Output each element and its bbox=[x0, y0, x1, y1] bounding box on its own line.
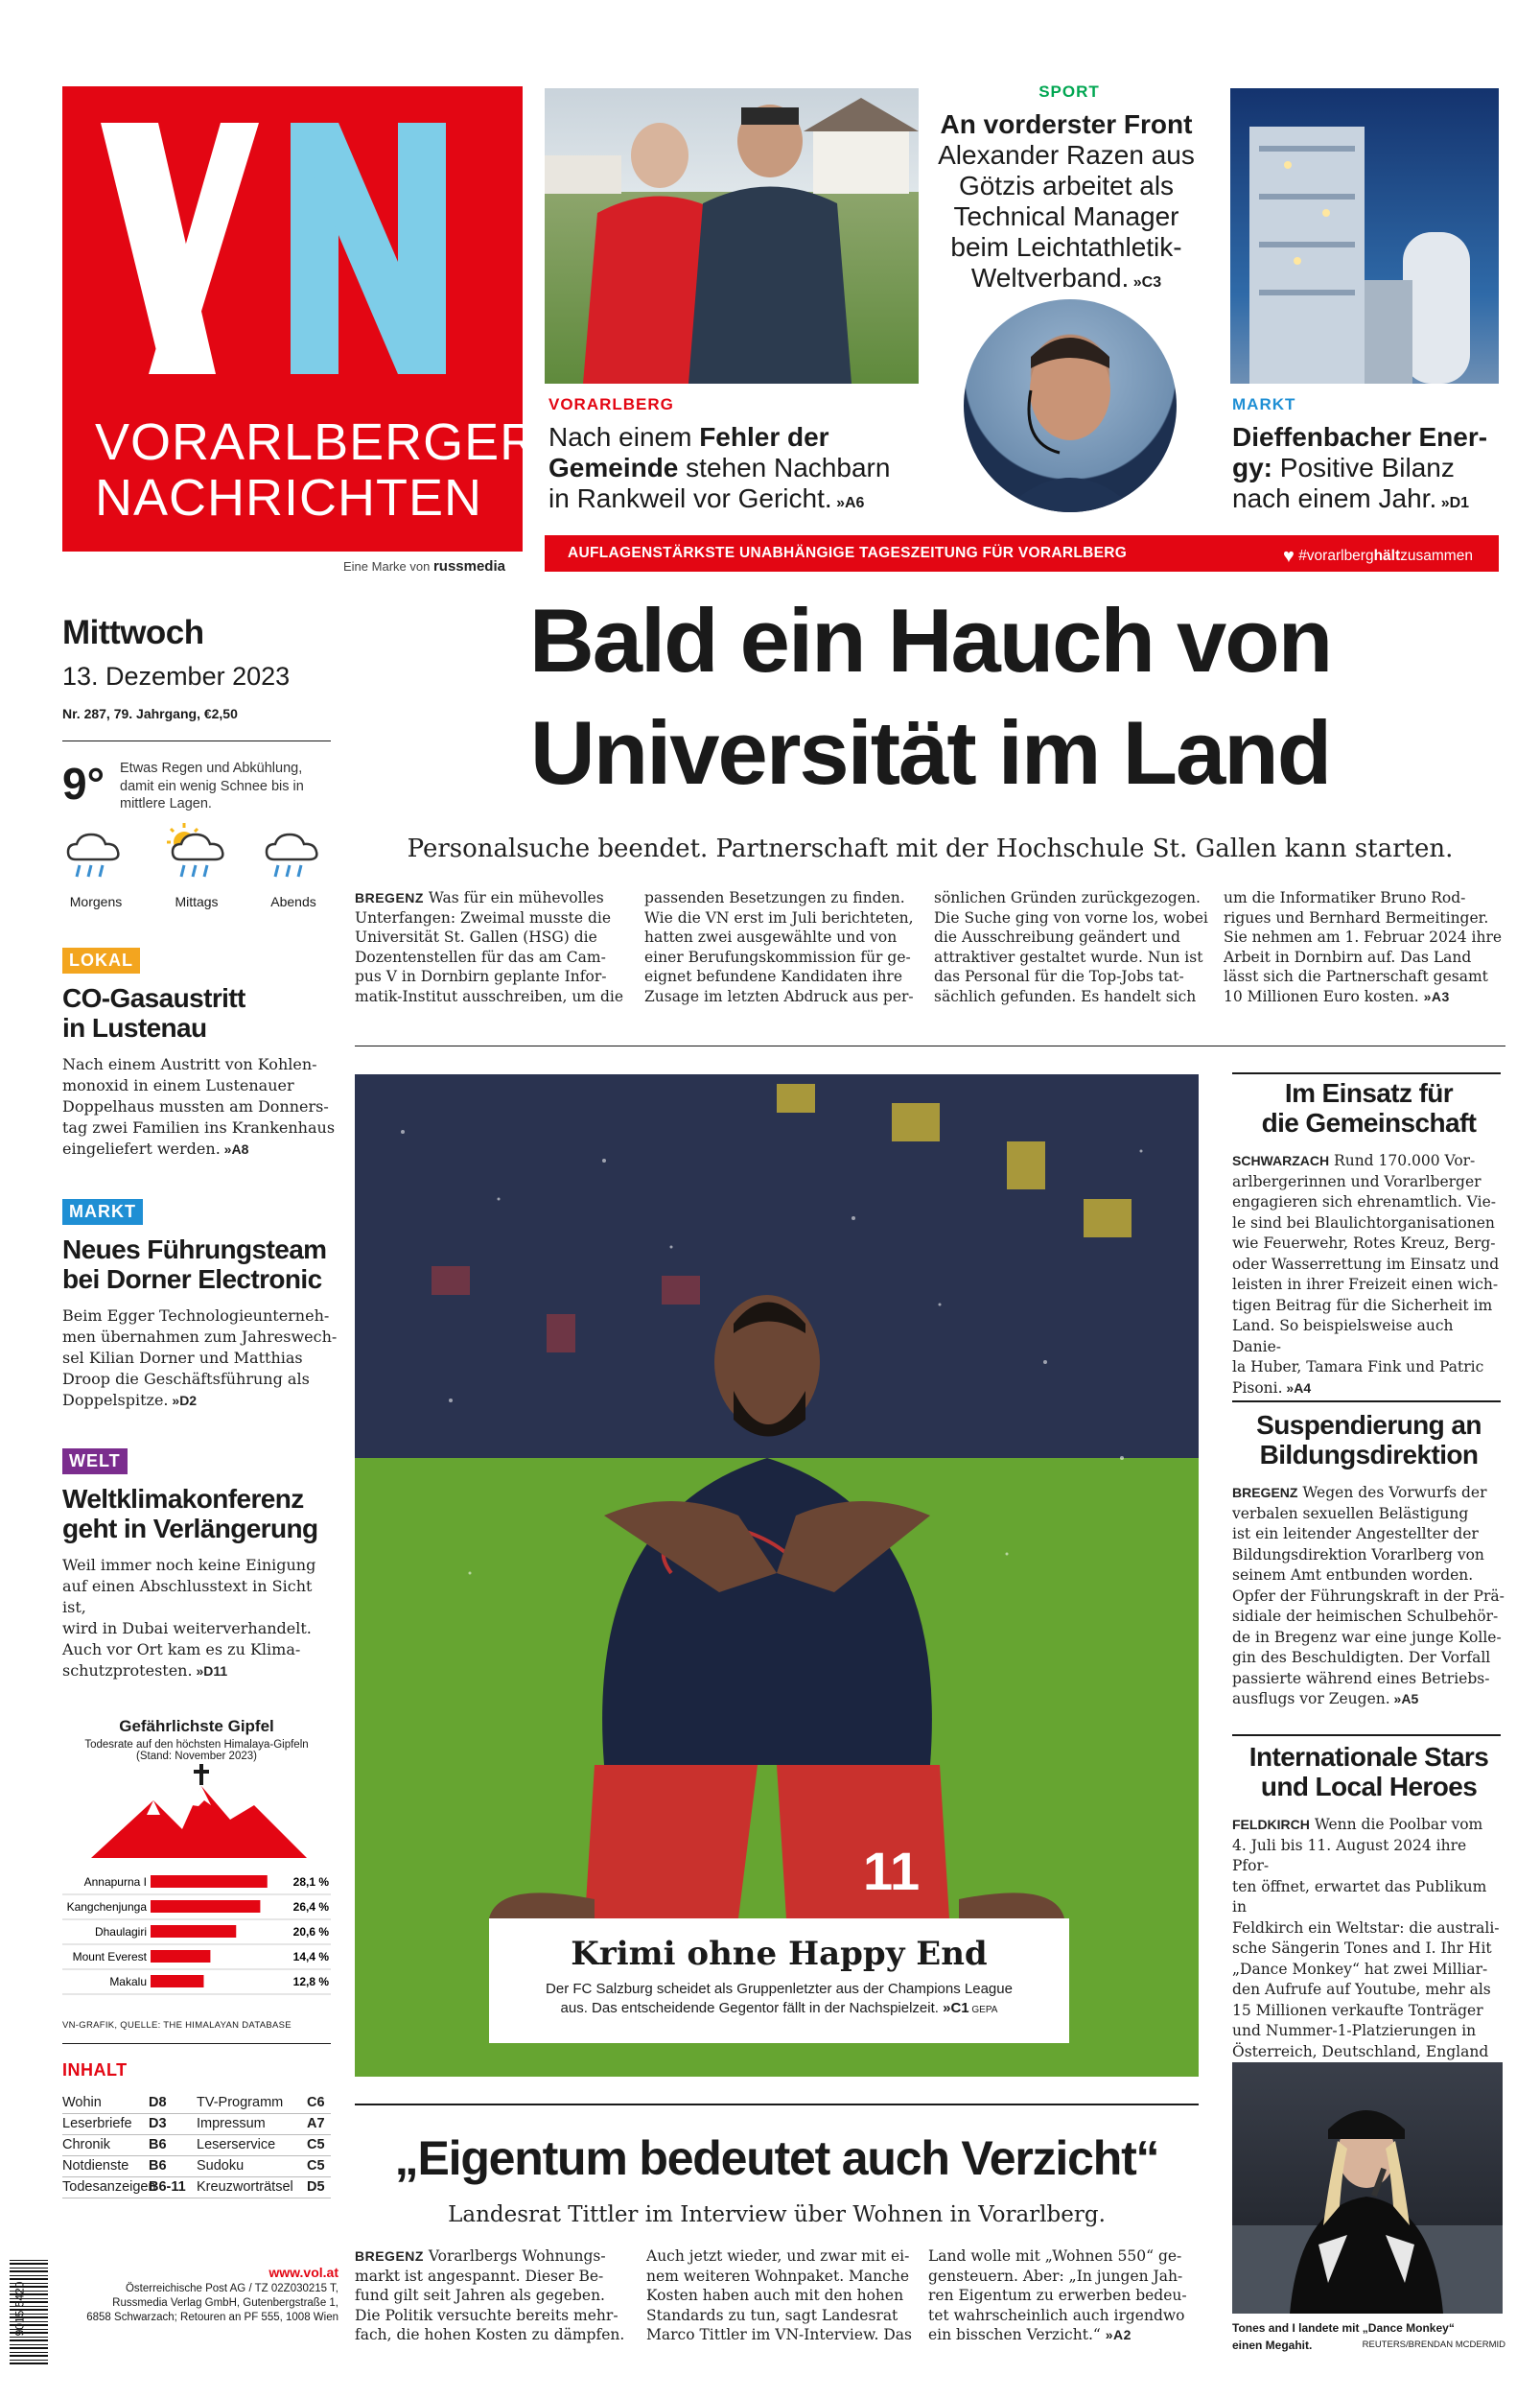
chart-source: VN-GRAFIK, QUELLE: THE HIMALAYAN DATABASE bbox=[62, 2020, 292, 2031]
singer-caption-line-2 bbox=[1232, 2337, 1505, 2354]
right2-line: verbalen sexuellen Belästigung bbox=[1232, 1504, 1469, 1522]
inhalt-section[interactable]: Todesanzeigen bbox=[62, 2179, 156, 2195]
masthead-line2: NACHRICHTEN bbox=[95, 469, 483, 527]
inhalt-row bbox=[62, 2177, 331, 2198]
inhalt-page[interactable]: C5 bbox=[307, 2158, 325, 2174]
weather-label-noon: Mittags bbox=[175, 894, 219, 909]
right3-line: 15 Millionen verkaufte Tonträger bbox=[1232, 2001, 1483, 2019]
markt-line: Doppelspitze. bbox=[62, 1391, 169, 1409]
chart-value-label: 26,4 % bbox=[292, 1900, 329, 1914]
lokal-line: Nach einem Austritt von Kohlen- bbox=[62, 1055, 317, 1073]
inhalt-page[interactable]: A7 bbox=[307, 2116, 325, 2131]
right1-headline-2: die Gemeinschaft bbox=[1261, 1108, 1477, 1138]
weather-temp: 9° bbox=[62, 759, 105, 809]
chart-bar bbox=[151, 1950, 210, 1963]
weather-icon-evening bbox=[261, 827, 328, 884]
plant-illustration bbox=[1230, 88, 1499, 384]
markt-line: sel Kilian Dorner und Matthias bbox=[62, 1349, 303, 1367]
welt-line: auf einen Abschlusstext in Sicht ist, bbox=[62, 1577, 313, 1616]
right1-line: wie Feuerwehr, Rotes Kreuz, Berg- bbox=[1232, 1234, 1496, 1252]
right1-line: tigen Beitrag für die Sicherheit im bbox=[1232, 1296, 1493, 1314]
rain-cloud-icon bbox=[62, 827, 129, 884]
teaser1-plain-b: stehen Nachbarn bbox=[678, 453, 891, 482]
right3-place: FELDKIRCH bbox=[1232, 1817, 1310, 1832]
right2-line: seinem Amt entbunden worden. bbox=[1232, 1566, 1474, 1584]
chart-category-label: Mount Everest bbox=[72, 1950, 147, 1963]
bottom-line: Land wolle mit „Wohnen 550“ ge- bbox=[928, 2247, 1182, 2265]
football-photo[interactable] bbox=[355, 1074, 1199, 2077]
lead-line: attraktiver gestaltet wurde. Nun ist bbox=[934, 948, 1203, 966]
bottom-line: ren Eigentum zu erwerben bedeu- bbox=[928, 2287, 1187, 2304]
welt-line: Auch vor Ort kam es zu Klima- bbox=[62, 1640, 301, 1658]
welt-headline-1: Weltklimakonferenz bbox=[62, 1484, 304, 1514]
dateline-place: BREGENZ bbox=[355, 890, 424, 905]
lead-col-3 bbox=[934, 888, 1212, 1006]
teaser3-plain-a: Positive Bilanz bbox=[1272, 453, 1455, 482]
inhalt-row bbox=[62, 2114, 331, 2135]
divider bbox=[1232, 1072, 1501, 1074]
right3-line: „Dance Monkey“ hat zwei Milliar- bbox=[1232, 1960, 1488, 1978]
right1-line: le sind bei Blaulichtorganisationen bbox=[1232, 1213, 1495, 1232]
bottom-line: ein bisschen Verzicht.“ bbox=[928, 2326, 1101, 2343]
lead-line: Wie die VN erst im Juli berichteten, bbox=[644, 908, 914, 927]
divider bbox=[1232, 1734, 1501, 1736]
lead-line: sächlich gefunden. Es handelt sich bbox=[934, 987, 1197, 1005]
teaser1-kicker: VORARLBERG bbox=[548, 395, 674, 413]
heart-icon: ♥ bbox=[1283, 546, 1295, 567]
lead-line: Was für ein mühevolles bbox=[428, 889, 604, 906]
right2-place: BREGENZ bbox=[1232, 1485, 1298, 1500]
chart-bar bbox=[151, 1975, 203, 1987]
right3-line: sche Sängerin Tones and I. Ihr Hit bbox=[1232, 1940, 1492, 1957]
chart-value-label: 14,4 % bbox=[292, 1950, 329, 1963]
teaser2-l2: Götzis arbeitet als bbox=[958, 171, 1175, 200]
singer-caption-line-1: Tones and I landete mit „Dance Monkey“ bbox=[1232, 2321, 1455, 2335]
right3-headline-1: Internationale Stars bbox=[1248, 1742, 1489, 1772]
lead-headline-1[interactable]: Bald ein Hauch von bbox=[528, 590, 1332, 691]
right1-place: SCHWARZACH bbox=[1232, 1153, 1330, 1168]
lead-ref: »A3 bbox=[1423, 988, 1450, 1004]
sun-rain-cloud-icon bbox=[161, 821, 234, 884]
inhalt-page[interactable]: D8 bbox=[149, 2095, 167, 2110]
lead-line: rigues und Bernhard Bermeitinger. bbox=[1224, 908, 1489, 927]
brand-note-prefix: Eine Marke von bbox=[343, 559, 433, 574]
bottom-ref: »A2 bbox=[1105, 2327, 1132, 2342]
masthead-logo[interactable] bbox=[62, 86, 539, 552]
inhalt-section[interactable]: TV-Programm bbox=[197, 2095, 284, 2110]
teaser-photo-neighbors[interactable] bbox=[545, 88, 919, 384]
inhalt-section[interactable]: Sudoku bbox=[197, 2158, 245, 2174]
welt-badge: WELT bbox=[62, 1448, 128, 1474]
inhalt-page[interactable]: D3 bbox=[149, 2116, 167, 2131]
singer-photo[interactable] bbox=[1232, 2062, 1503, 2314]
right2-line: gin des Beschuldigten. Der Vorfall bbox=[1232, 1649, 1491, 1666]
inhalt-page[interactable]: C5 bbox=[307, 2137, 325, 2152]
right3-line: Österreich, Deutschland, England bbox=[1232, 2042, 1489, 2060]
lokal-headline-2: in Lustenau bbox=[62, 1013, 207, 1043]
teaser1-text[interactable] bbox=[548, 422, 890, 519]
teaser3-ref: »D1 bbox=[1436, 495, 1470, 511]
right3-line: und Nummer-1-Platzierungen in bbox=[1232, 2022, 1477, 2039]
welt-ref: »D11 bbox=[192, 1663, 228, 1679]
chart-category-label: Annapurna I bbox=[83, 1875, 147, 1889]
right1-line: leisten in ihrer Freizeit einen wich- bbox=[1232, 1276, 1499, 1293]
tagline-bar bbox=[545, 535, 1499, 572]
lokal-headline-1: CO-Gasaustritt bbox=[62, 983, 245, 1013]
right2-line: ausflugs vor Zeugen. bbox=[1232, 1690, 1390, 1707]
lead-line: Universität St. Gallen (HSG) die bbox=[355, 929, 597, 946]
right3-line: Feldkirch ein Weltstar: die australi- bbox=[1232, 1918, 1500, 1937]
lead-line: sönlichen Gründen zurückgezogen. bbox=[934, 889, 1201, 906]
weekday: Mittwoch bbox=[62, 614, 204, 651]
bottom-subheadline: Landesrat Tittler im Interview über Wohnen in Vorarlberg. bbox=[448, 2202, 1106, 2227]
teaser3-bold-a: Dieffenbacher Ener- bbox=[1232, 422, 1488, 452]
teaser1-plain-c: in Rankweil vor Gericht. bbox=[548, 483, 832, 513]
chart-category-label: Dhaulagiri bbox=[94, 1925, 147, 1939]
teaser2-l1: Alexander Razen aus bbox=[938, 140, 1195, 170]
inhalt-row bbox=[62, 2156, 331, 2177]
right2-line: passierte während eines Betriebs- bbox=[1232, 1669, 1490, 1687]
teaser3-bold-b: gy: bbox=[1232, 453, 1272, 482]
dateline-place: BREGENZ bbox=[355, 2248, 424, 2264]
inhalt-section[interactable]: Wohin bbox=[62, 2095, 102, 2110]
chart-bars bbox=[62, 1868, 331, 2002]
right2-line: Wegen des Vorwurfs der bbox=[1297, 1484, 1487, 1501]
welt-headline-2: geht in Verlängerung bbox=[62, 1514, 318, 1543]
right2-body bbox=[1232, 1483, 1505, 1710]
lead-line: hatten zwei ausgewählte und von bbox=[644, 929, 898, 946]
right3-body bbox=[1232, 1815, 1505, 2083]
inhalt-page[interactable]: C6 bbox=[307, 2095, 325, 2110]
right3-line: 4. Juli bis 11. August 2024 ihre Pfor- bbox=[1232, 1836, 1467, 1874]
welt-line: wird in Dubai weiterverhandelt. bbox=[62, 1619, 312, 1637]
welt-block[interactable] bbox=[62, 1448, 340, 1681]
right1-line: Land. So beispielsweise auch Danie- bbox=[1232, 1317, 1454, 1355]
divider bbox=[1232, 1400, 1501, 1402]
markt-block[interactable] bbox=[62, 1199, 340, 1411]
lokal-badge: LOKAL bbox=[62, 948, 140, 974]
chart-value-label: 28,1 % bbox=[292, 1875, 329, 1889]
teaser1-plain-a: Nach einem bbox=[548, 422, 700, 452]
inhalt-section[interactable]: Leserbriefe bbox=[62, 2116, 132, 2131]
lead-line: Sie nehmen am 1. Februar 2024 ihre bbox=[1224, 929, 1503, 946]
lead-line: passenden Besetzungen zu finden. bbox=[644, 889, 905, 906]
teaser1-bold-b: Gemeinde bbox=[548, 453, 679, 482]
inhalt-section[interactable]: Notdienste bbox=[62, 2158, 129, 2174]
weather-icon-noon bbox=[161, 821, 234, 884]
weather-label-morning: Morgens bbox=[69, 894, 123, 909]
right3-line: ten öffnet, erwartet das Publikum in bbox=[1232, 1877, 1487, 1916]
teaser2-text[interactable] bbox=[922, 109, 1210, 298]
right-story-3[interactable] bbox=[1232, 1742, 1505, 2083]
lokal-block[interactable] bbox=[62, 948, 340, 1160]
bottom-headline[interactable]: „Eigentum bedeutet auch Verzicht“ bbox=[394, 2131, 1159, 2185]
date: 13. Dezember 2023 bbox=[62, 662, 291, 691]
right-story-1[interactable] bbox=[1232, 1078, 1505, 1399]
teaser1-bold-a: Fehler der bbox=[699, 422, 829, 452]
weather-text: Etwas Regen und Abkühlung, damit ein wenig Schnee bis in mittlere Lagen. bbox=[120, 761, 304, 811]
chart-subtitle: Todesrate auf den höchsten Himalaya-Gipfeln bbox=[84, 1739, 309, 1751]
inhalt-page[interactable]: B6-11 bbox=[149, 2179, 186, 2195]
teaser3-plain-b: nach einem Jahr. bbox=[1232, 483, 1437, 513]
teaser3-kicker: MARKT bbox=[1232, 395, 1296, 413]
markt-body bbox=[62, 1305, 340, 1411]
lead-line: Arbeit in Dornbirn auf. Das Land bbox=[1224, 948, 1472, 966]
lead-headline-2[interactable]: Universität im Land bbox=[529, 702, 1331, 803]
inhalt-title: INHALT bbox=[62, 2060, 128, 2080]
photo-caption-line-2 bbox=[499, 1999, 1060, 2020]
hashtag-a: #vorarlberg bbox=[1298, 548, 1374, 564]
lead-col-2 bbox=[644, 888, 922, 1006]
tagline-text: AUFLAGENSTÄRKSTE UNABHÄNGIGE TAGESZEITUNG FÜR VORARLBERG bbox=[568, 545, 1128, 561]
right2-headline-2: Bildungsdirektion bbox=[1259, 1440, 1479, 1469]
markt-headline-1: Neues Führungsteam bbox=[62, 1234, 327, 1264]
lead-line: Unterfangen: Zweimal musste die bbox=[355, 908, 612, 927]
chart-subtitle2: (Stand: November 2023) bbox=[136, 1751, 257, 1762]
imprint-url[interactable]: www.vol.at bbox=[268, 2265, 338, 2280]
chart-category-label: Kangchenjunga bbox=[66, 1900, 147, 1914]
bottom-line: nem weiteren Wohnpaket. Manche bbox=[646, 2267, 909, 2285]
lokal-line: tag zwei Familien ins Krankenhaus bbox=[62, 1118, 336, 1137]
bottom-line: tet wahrscheinlich auch irgendwo bbox=[928, 2306, 1185, 2324]
imprint-line: 6858 Schwarzach; Retouren an PF 555, 1008 Wien bbox=[86, 2312, 338, 2323]
jersey-number: 11 bbox=[863, 1841, 921, 1901]
lokal-ref: »A8 bbox=[220, 1141, 249, 1157]
right1-line: arlbergerinnen und Vorarlberger bbox=[1232, 1172, 1482, 1190]
markt-line: men übernahmen zum Jahreswech- bbox=[62, 1328, 338, 1346]
right3-headline-2: und Local Heroes bbox=[1260, 1772, 1478, 1801]
singer-caption bbox=[1232, 2319, 1505, 2354]
hashtag-b: hält bbox=[1373, 548, 1401, 564]
imprint bbox=[65, 2266, 338, 2325]
teaser2-kicker: SPORT bbox=[1038, 82, 1100, 101]
bottom-line: Standards zu tun, sagt Landesrat bbox=[646, 2306, 898, 2324]
issue-info: Nr. 287, 79. Jahrgang, €2,50 bbox=[62, 706, 238, 721]
teaser-photo-plant[interactable] bbox=[1230, 88, 1499, 384]
chart-block bbox=[62, 1717, 331, 2062]
markt-badge: MARKT bbox=[62, 1199, 143, 1225]
lead-line: das Personal für die Top-Jobs tat- bbox=[934, 968, 1184, 985]
lead-line: 10 Millionen Euro kosten. bbox=[1224, 987, 1419, 1005]
welt-line: schutzprotesten. bbox=[62, 1661, 193, 1680]
hashtag-c: zusammen bbox=[1400, 548, 1473, 564]
right2-line: ist ein leitender Angestellter der bbox=[1232, 1525, 1479, 1542]
chart-value-label: 20,6 % bbox=[292, 1925, 329, 1939]
lead-line: Dozentenstellen für das am Cam- bbox=[355, 948, 606, 966]
right1-line: Rund 170.000 Vor- bbox=[1329, 1152, 1476, 1169]
right3-line: den Aufrufe auf Youtube, mehr als bbox=[1232, 1981, 1491, 1998]
photo-caption-text: aus. Das entscheidende Gegentor fällt in der Nachspielzeit. bbox=[560, 2000, 939, 2016]
lead-subheadline: Personalsuche beendet. Partnerschaft mit der Hochschule St. Gallen kann starten. bbox=[407, 835, 1454, 863]
photo-caption-ref: »C1 bbox=[938, 2000, 969, 2016]
inhalt-page[interactable]: B6 bbox=[149, 2137, 167, 2152]
teaser3-text[interactable] bbox=[1232, 422, 1487, 519]
lead-col-1 bbox=[355, 888, 633, 1006]
welt-line: Weil immer noch keine Einigung bbox=[62, 1556, 316, 1574]
inhalt-row bbox=[62, 2093, 331, 2114]
lead-line: lässt sich die Partnerschaft gesamt bbox=[1224, 968, 1488, 985]
hashtag[interactable] bbox=[1283, 544, 1473, 566]
imprint-line: Russmedia Verlag GmbH, Gutenbergstraße 1, bbox=[112, 2297, 338, 2309]
referee-illustration bbox=[964, 299, 1177, 512]
lokal-body bbox=[62, 1054, 340, 1160]
rain-cloud-icon bbox=[261, 827, 328, 884]
right-story-2[interactable] bbox=[1232, 1410, 1505, 1710]
right2-ref: »A5 bbox=[1389, 1691, 1419, 1706]
divider bbox=[62, 2043, 331, 2044]
bottom-line: Die Politik versuchte bereits mehr- bbox=[355, 2306, 618, 2324]
teaser2-l5: Weltverband. bbox=[970, 263, 1130, 293]
bottom-line: fund gilt seit Jahren als gegeben. bbox=[355, 2287, 605, 2304]
welt-body bbox=[62, 1555, 340, 1681]
inhalt-row bbox=[62, 2135, 331, 2156]
mountain-icon bbox=[62, 1762, 331, 1868]
inhalt-table bbox=[62, 2093, 331, 2198]
inhalt-section[interactable]: Chronik bbox=[62, 2137, 110, 2152]
divider bbox=[355, 2104, 1199, 2105]
right2-line: Opfer der Führungskraft in der Prä- bbox=[1232, 1587, 1505, 1605]
inhalt-page[interactable]: D5 bbox=[307, 2179, 325, 2195]
lead-line: eignet befundene Kandidaten ihre bbox=[644, 968, 903, 985]
imprint-line: Österreichische Post AG / TZ 02Z030215 T, bbox=[125, 2283, 338, 2294]
bottom-line: Vorarlbergs Wohnungs- bbox=[428, 2247, 606, 2265]
lead-line: die Ausschreibung geändert und bbox=[934, 929, 1180, 946]
bottom-line: fach, die hohen Kosten zu dämpfen. bbox=[355, 2326, 625, 2343]
lead-line: einer Berufungskommission für ge- bbox=[644, 948, 911, 966]
inhalt-section[interactable]: Kreuzworträtsel bbox=[197, 2179, 293, 2195]
teaser2-l4: beim Leichtathletik- bbox=[950, 232, 1182, 262]
singer-illustration bbox=[1232, 2062, 1503, 2314]
markt-ref: »D2 bbox=[168, 1393, 198, 1408]
right1-line: Pisoni. bbox=[1232, 1378, 1283, 1397]
right1-headline-1: Im Einsatz für bbox=[1284, 1078, 1454, 1108]
weather-label-evening: Abends bbox=[270, 894, 316, 909]
photo-caption-title: Krimi ohne Happy End bbox=[571, 1935, 988, 1973]
right1-body bbox=[1232, 1151, 1505, 1399]
right1-line: oder Wasserrettung im Einsatz und bbox=[1232, 1255, 1500, 1273]
right1-ref: »A4 bbox=[1282, 1379, 1312, 1396]
right2-line: sidiale der heimischen Schulbehör- bbox=[1232, 1608, 1499, 1625]
lokal-line: monoxid in einem Lustenauer bbox=[62, 1076, 294, 1094]
lead-line: Die Suche ging von vorne los, wobei bbox=[934, 908, 1208, 927]
vn-logo-mark bbox=[62, 86, 523, 412]
right2-headline-1: Suspendierung an bbox=[1256, 1410, 1482, 1440]
lokal-line: eingeliefert werden. bbox=[62, 1140, 221, 1158]
right1-line: engagieren sich ehrenamtlich. Vie- bbox=[1232, 1193, 1496, 1211]
teaser2-ref: »C3 bbox=[1129, 274, 1162, 291]
markt-line: Droop die Geschäftsführung als bbox=[62, 1370, 310, 1388]
weather-icon-morning bbox=[62, 827, 129, 884]
lead-line: Zusage im letzten Abdruck aus per- bbox=[644, 987, 914, 1005]
right1-line: la Huber, Tamara Fink und Patric bbox=[1232, 1358, 1484, 1375]
bottom-line: Kosten haben auch mit den hohen bbox=[646, 2287, 904, 2304]
bottom-col-2 bbox=[646, 2246, 915, 2345]
teaser-photo-referee[interactable] bbox=[964, 299, 1177, 512]
inhalt-section[interactable]: Leserservice bbox=[197, 2137, 276, 2152]
singer-caption-text: einen Megahit. bbox=[1232, 2339, 1313, 2352]
photo-caption-line-1: Der FC Salzburg scheidet als Gruppenletzter aus der Champions League bbox=[546, 1981, 1013, 1997]
inhalt-page[interactable]: B6 bbox=[149, 2158, 167, 2174]
bottom-col-3 bbox=[928, 2246, 1202, 2345]
markt-headline-2: bei Dorner Electronic bbox=[62, 1264, 322, 1294]
teaser2-l3: Technical Manager bbox=[953, 201, 1179, 231]
barcode-number: 9015 5420 bbox=[12, 2281, 27, 2337]
bottom-line: gensteuern. Aber: „In jungen Jah- bbox=[928, 2267, 1183, 2285]
lead-line: um die Informatiker Bruno Rod- bbox=[1224, 889, 1466, 906]
lokal-line: Doppelhaus mussten am Donners- bbox=[62, 1097, 329, 1116]
chart-bar bbox=[151, 1900, 260, 1913]
bottom-line: Auch jetzt wieder, und zwar mit ei- bbox=[646, 2247, 910, 2265]
lead-line: matik-Institut ausschreiben, um die bbox=[355, 987, 624, 1005]
brand-note-name: russmedia bbox=[432, 558, 505, 575]
right2-line: Bildungsdirektion Vorarlberg von bbox=[1232, 1545, 1484, 1563]
singer-credit: REUTERS/BRENDAN MCDERMID bbox=[1362, 2339, 1505, 2350]
teaser1-ref: »A6 bbox=[831, 495, 865, 511]
bottom-line: Marco Tittler im VN-Interview. Das bbox=[646, 2326, 912, 2343]
brand-note bbox=[343, 558, 505, 575]
teaser2-bold: An vorderster Front bbox=[940, 109, 1193, 139]
lead-line: pus V in Dornbirn geplante Infor- bbox=[355, 968, 607, 985]
bottom-col-1 bbox=[355, 2246, 633, 2345]
right3-line: Wenn die Poolbar vom bbox=[1309, 1816, 1483, 1833]
neighbors-illustration bbox=[545, 88, 919, 384]
photo-credit: GEPA bbox=[968, 2005, 998, 2015]
chart-category-label: Makalu bbox=[109, 1975, 147, 1988]
masthead-line1: VORARLBERGER bbox=[95, 413, 539, 471]
inhalt-section[interactable]: Impressum bbox=[197, 2116, 266, 2131]
chart-value-label: 12,8 % bbox=[292, 1975, 329, 1988]
markt-line: Beim Egger Technologieunterneh- bbox=[62, 1306, 330, 1325]
lead-col-4 bbox=[1224, 888, 1506, 1006]
right2-line: de in Bregenz war eine junge Kolle- bbox=[1232, 1628, 1502, 1646]
chart-title: Gefährlichste Gipfel bbox=[119, 1717, 274, 1735]
bottom-line: markt ist angespannt. Dieser Be- bbox=[355, 2267, 604, 2285]
chart-bar bbox=[151, 1925, 236, 1938]
chart-bar bbox=[151, 1875, 268, 1888]
photo-caption-box[interactable] bbox=[489, 1918, 1069, 2043]
